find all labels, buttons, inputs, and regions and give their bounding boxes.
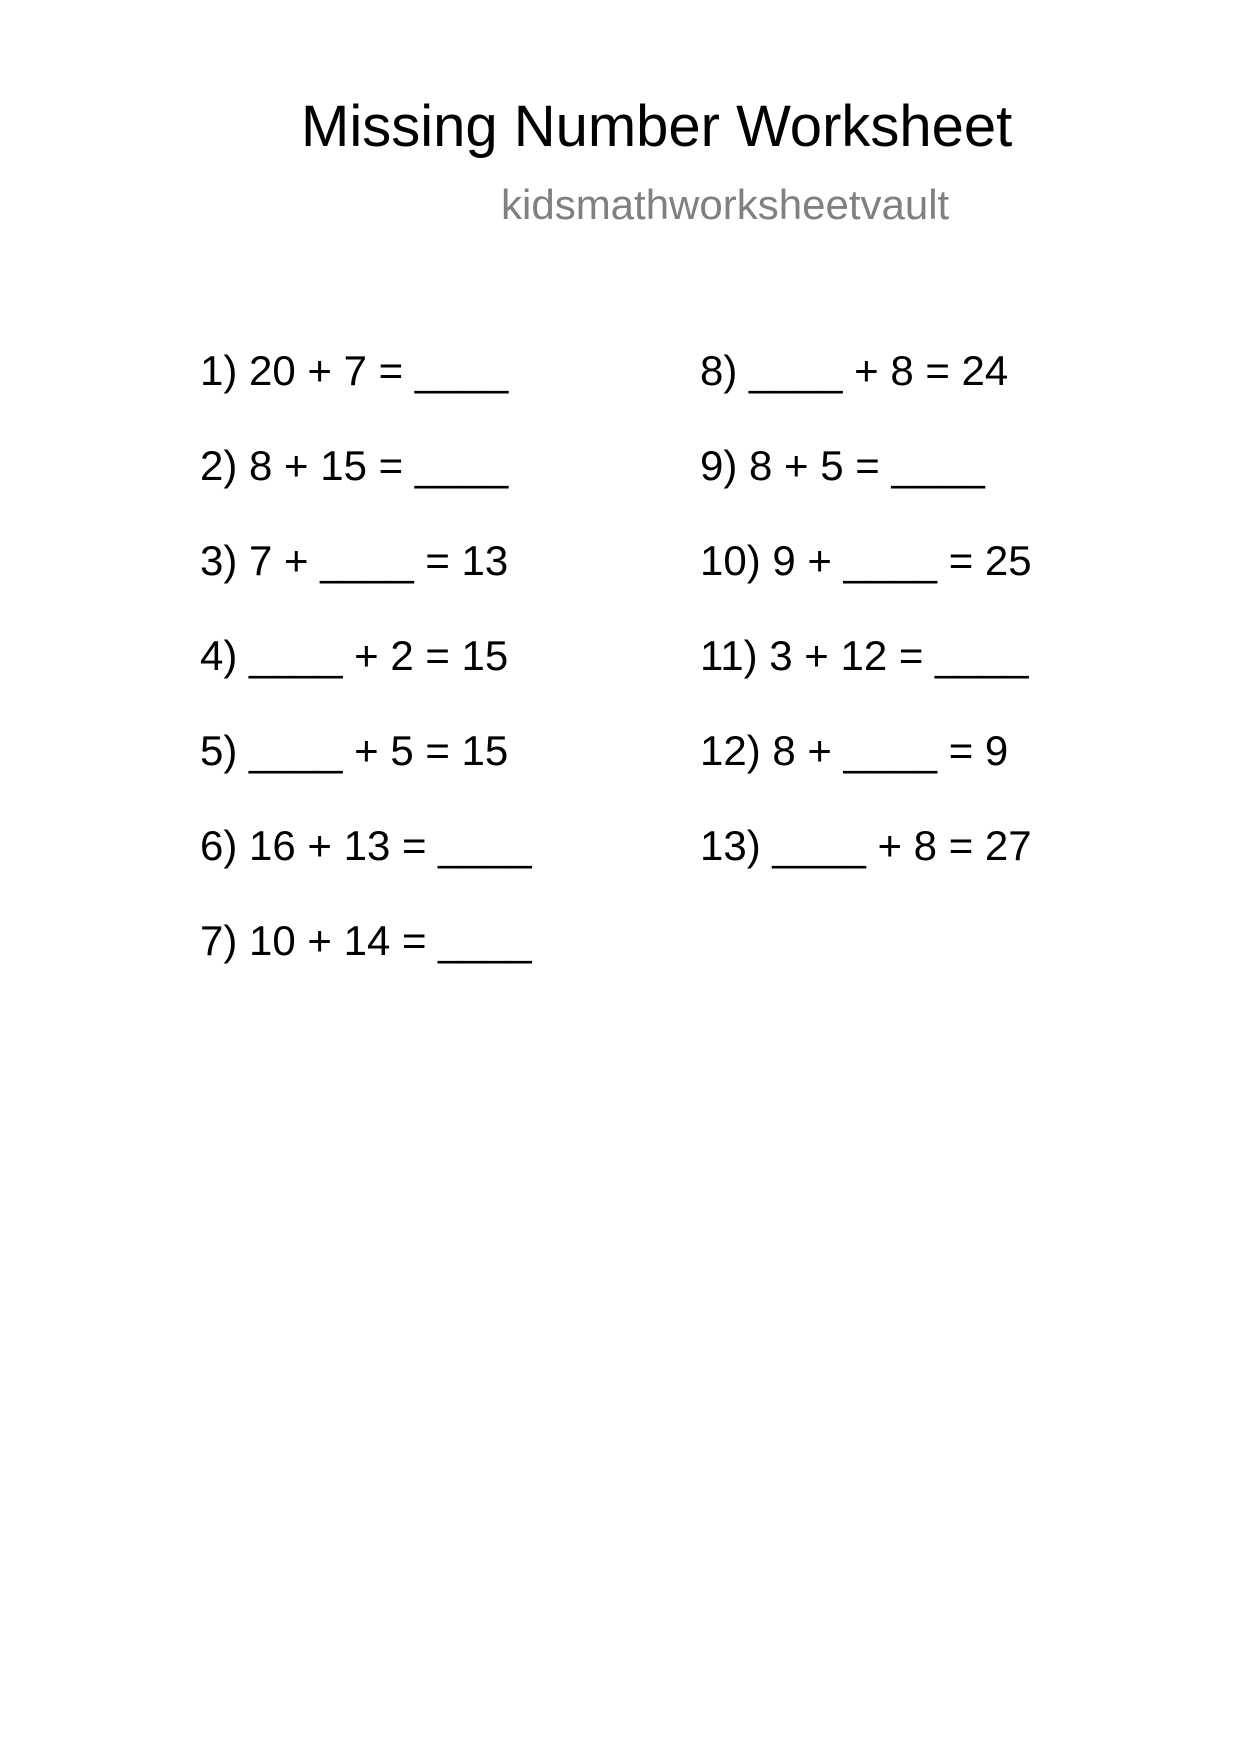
problem-1: 1) 20 + 7 = ____ bbox=[200, 347, 509, 394]
problem-4: 4) ____ + 2 = 15 bbox=[200, 632, 509, 679]
problem-2: 2) 8 + 15 = ____ bbox=[200, 442, 509, 489]
worksheet-source: kidsmathworksheetvault bbox=[501, 181, 950, 228]
problem-5: 5) ____ + 5 = 15 bbox=[200, 727, 509, 774]
problem-11: 11) 3 + 12 = ____ bbox=[700, 632, 1029, 679]
problem-9: 9) 8 + 5 = ____ bbox=[700, 442, 985, 489]
problems-right-column bbox=[700, 347, 1032, 920]
problem-10: 10) 9 + ____ = 25 bbox=[700, 537, 1032, 584]
worksheet-title: Missing Number Worksheet bbox=[301, 94, 1013, 159]
problem-7: 7) 10 + 14 = ____ bbox=[200, 917, 532, 964]
problems-left-column bbox=[200, 347, 532, 1015]
problem-12: 12) 8 + ____ = 9 bbox=[700, 727, 1009, 774]
problem-3: 3) 7 + ____ = 13 bbox=[200, 537, 509, 584]
problem-8: 8) ____ + 8 = 24 bbox=[700, 347, 1009, 394]
problem-13: 13) ____ + 8 = 27 bbox=[700, 822, 1032, 869]
problem-6: 6) 16 + 13 = ____ bbox=[200, 822, 532, 869]
